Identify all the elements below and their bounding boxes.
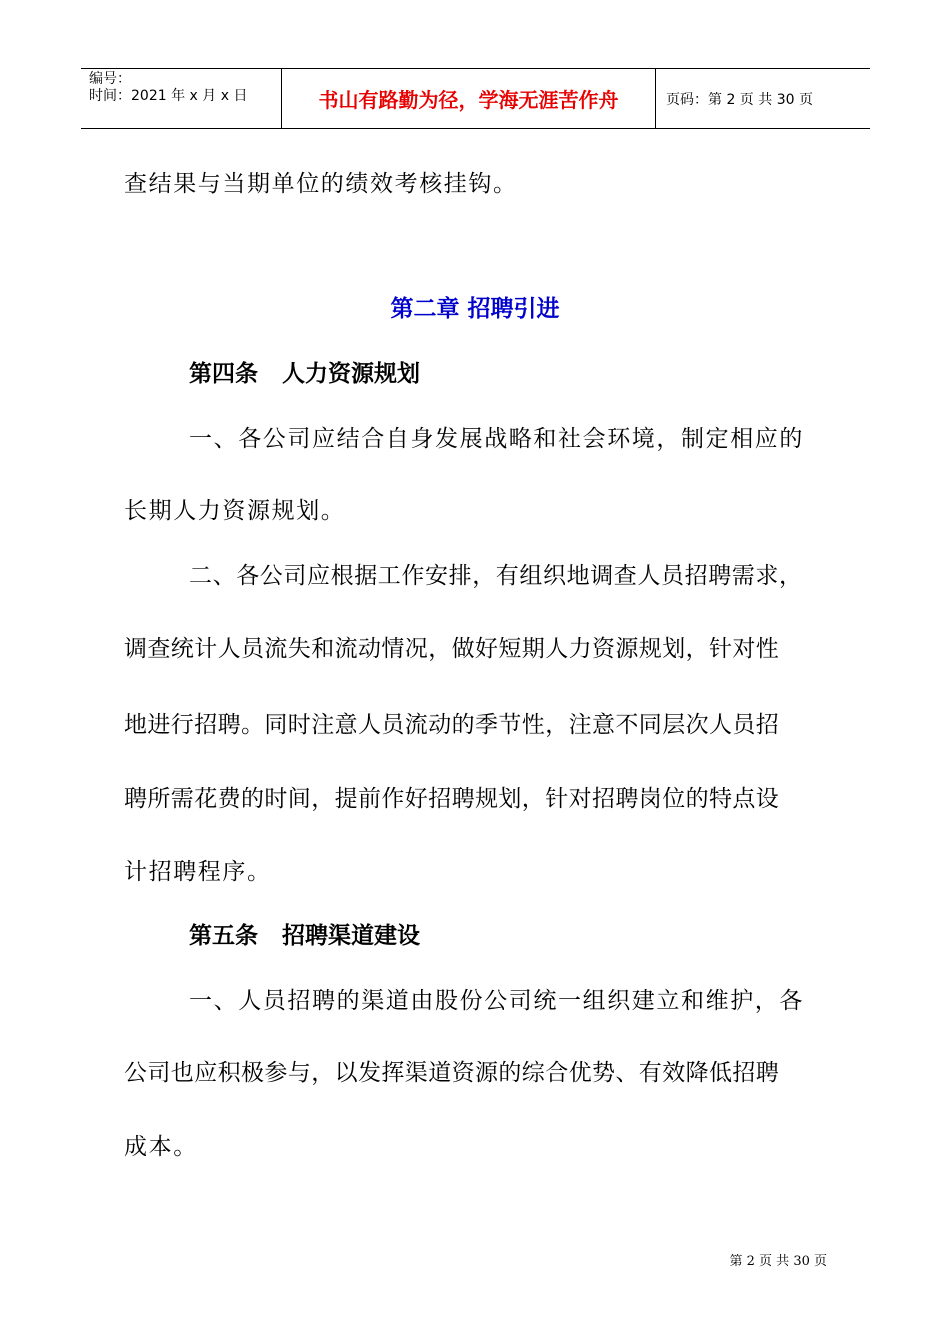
- body-line: 查结果与当期单位的绩效考核挂钩。: [124, 171, 518, 197]
- header-meta-cell: [81, 69, 282, 128]
- body-line: 长期人力资源规划。: [124, 498, 346, 524]
- header-motto-cell: [282, 69, 656, 128]
- body-line: 地进行招聘。同时注意人员流动的季节性，注意不同层次人员招: [124, 712, 780, 738]
- body-line: 成本。: [124, 1134, 198, 1160]
- body-line: 聘所需花费的时间，提前作好招聘规划，针对招聘岗位的特点设: [124, 786, 780, 812]
- article-4-title: 第四条 人力资源规划: [189, 361, 421, 387]
- body-line: 公司也应积极参与，以发挥渠道资源的综合优势、有效降低招聘: [124, 1060, 780, 1086]
- body-line: 一、人员招聘的渠道由股份公司统一组织建立和维护，各: [189, 988, 804, 1014]
- header-motto: 书山有路勤为径，学海无涯苦作舟: [318, 88, 619, 112]
- body-line: 计招聘程序。: [124, 859, 272, 885]
- body-line: 调查统计人员流失和流动情况，做好短期人力资源规划，针对性: [124, 636, 780, 662]
- document-date-label: 时间：2021 年 x 月 x 日: [89, 88, 248, 104]
- page-header: [81, 68, 870, 129]
- page-footer-number: 第 2 页 共 30 页: [729, 1254, 827, 1269]
- document-number-label: 编号：: [89, 71, 131, 87]
- body-line: 一、各公司应结合自身发展战略和社会环境，制定相应的: [189, 426, 804, 452]
- header-page-number: 页码：第 2 页 共 30 页: [666, 91, 813, 108]
- article-5-title: 第五条 招聘渠道建设: [189, 923, 421, 949]
- header-page-cell: [656, 69, 870, 128]
- chapter-title: 第二章 招聘引进: [390, 296, 560, 322]
- body-line: 二、各公司应根据工作安排，有组织地调查人员招聘需求，: [189, 563, 803, 589]
